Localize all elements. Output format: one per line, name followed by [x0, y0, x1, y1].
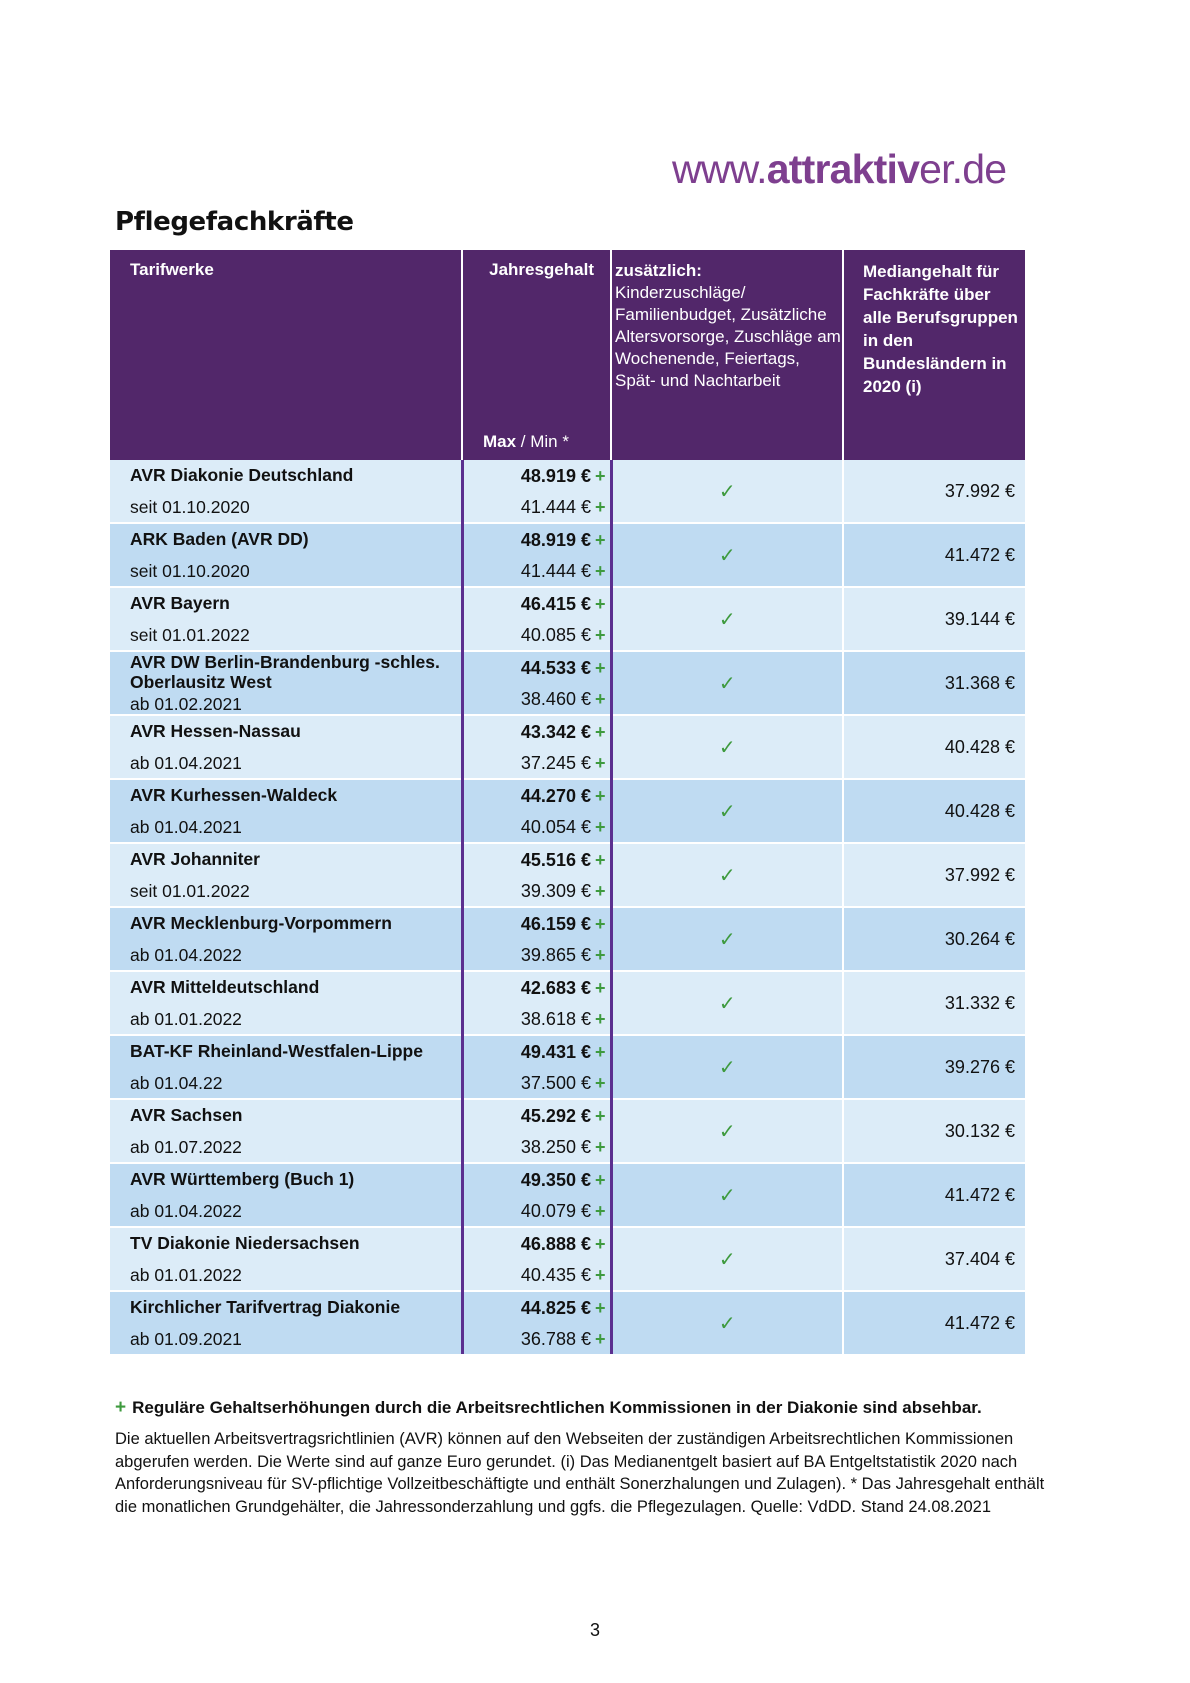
salary-cell [462, 971, 611, 1035]
header-jahresgehalt [462, 250, 611, 460]
tarif-name: AVR Sachsen [130, 1105, 243, 1125]
tarif-date: ab 01.04.2022 [130, 945, 242, 965]
table-row [110, 587, 1025, 651]
plus-icon: + [594, 977, 606, 998]
extras-cell [611, 1163, 843, 1227]
salary-max [464, 466, 606, 486]
salary-max-value: 44.270 € [520, 785, 591, 806]
tarif-name: AVR Mecklenburg-Vorpommern [130, 913, 392, 933]
table-row [110, 523, 1025, 587]
extras-cell [611, 460, 843, 523]
footnote: Die aktuellen Arbeitsvertragsrichtlinien (AVR) können auf den Webseiten der zuständigen Arbeitsrechtlichen Kommissionen abgerufen werden. Die Werte sind auf ganze Euro gerundet. (i) Das Medianentgelt basiert auf BA Entgeltstatistik 2020 nach Anforderungsniveau für SV-pflichtige Vollzeitbeschäftigte und enthält Sonerzhalungen und Zulagen). * Das Jahresgehalt enthält die monatlichen Grundgehälter, die Jahressonderzahlung und ggfs. die Pflegezulagen. Quelle: VdDD. Stand 24.08.2021 [115, 1430, 1045, 1516]
table-row [110, 907, 1025, 971]
plus-icon: + [594, 816, 606, 837]
median-salary: 39.144 € [843, 587, 1025, 651]
median-salary: 37.992 € [843, 460, 1025, 523]
tarif-date: ab 01.02.2021 [130, 694, 242, 714]
extras-cell [611, 1227, 843, 1291]
salary-max [464, 1042, 606, 1062]
page-number: 3 [589, 1620, 600, 1640]
checkmark-icon: ✓ [718, 992, 736, 1015]
table-row [110, 1035, 1025, 1099]
extras-cell [611, 1035, 843, 1099]
median-salary: 31.332 € [843, 971, 1025, 1035]
median-salary: 39.276 € [843, 1035, 1025, 1099]
tarif-cell [110, 1099, 462, 1163]
extras-cell [611, 843, 843, 907]
tarif-cell [110, 460, 462, 523]
extras-cell [611, 587, 843, 651]
table-row [110, 1099, 1025, 1163]
tarif-date: ab 01.01.2022 [130, 1265, 242, 1285]
tarif-cell [110, 651, 462, 715]
header-zusaetzlich [611, 250, 843, 460]
tarif-cell [110, 971, 462, 1035]
tarif-cell [110, 779, 462, 843]
tarif-date: seit 01.01.2022 [130, 881, 250, 901]
salary-min-value: 40.085 € [520, 624, 591, 645]
tarif-date: ab 01.04.2022 [130, 1201, 242, 1221]
tarif-cell [110, 1227, 462, 1291]
plus-icon: + [594, 624, 606, 645]
salary-cell [462, 587, 611, 651]
logo-brand: attraktiv [766, 146, 920, 192]
salary-max [464, 1298, 606, 1318]
tarif-date: seit 01.01.2022 [130, 625, 250, 645]
salary-min-value: 40.079 € [520, 1200, 591, 1221]
table-header-row [110, 250, 1025, 460]
plus-icon: + [594, 560, 606, 581]
salary-cell [462, 1227, 611, 1291]
plus-icon: + [594, 1200, 606, 1221]
plus-icon: + [594, 944, 606, 965]
plus-icon: + [594, 785, 606, 806]
checkmark-icon: ✓ [718, 1056, 736, 1079]
extras-cell [611, 779, 843, 843]
salary-min-value: 40.054 € [520, 816, 591, 837]
header-min-label: / Min * [516, 432, 569, 451]
tarif-cell [110, 587, 462, 651]
plus-icon: + [115, 1397, 127, 1418]
plus-icon: + [594, 752, 606, 773]
salary-max-value: 46.159 € [520, 913, 591, 934]
plus-icon: + [594, 688, 606, 709]
tarif-name: AVR Diakonie Deutschland [130, 465, 354, 485]
header-jahresgehalt-label: Jahresgehalt [489, 260, 594, 279]
salary-min [464, 881, 606, 901]
extras-cell [611, 1099, 843, 1163]
salary-min-value: 37.500 € [520, 1072, 591, 1093]
plus-icon: + [594, 1041, 606, 1062]
header-zusaetzlich-title: zusätzlich: [615, 261, 702, 280]
salary-cell [462, 1035, 611, 1099]
table-row [110, 843, 1025, 907]
extras-cell [611, 907, 843, 971]
salary-min [464, 817, 606, 837]
median-salary: 31.368 € [843, 651, 1025, 715]
salary-max [464, 658, 606, 678]
plus-icon: + [594, 1136, 606, 1157]
tarif-date: ab 01.04.2021 [130, 753, 242, 773]
checkmark-icon: ✓ [718, 1248, 736, 1271]
tarif-name: BAT-KF Rheinland-Westfalen-Lippe [130, 1041, 423, 1061]
tarif-name: AVR Bayern [130, 593, 230, 613]
tarif-date: ab 01.07.2022 [130, 1137, 242, 1157]
plus-icon: + [594, 1264, 606, 1285]
extras-cell [611, 1291, 843, 1354]
salary-min [464, 1201, 606, 1221]
header-max-label: Max [483, 432, 517, 451]
salary-table [110, 250, 1025, 1354]
salary-max [464, 978, 606, 998]
checkmark-icon: ✓ [718, 928, 736, 951]
tarif-name: AVR Hessen-Nassau [130, 721, 301, 741]
salary-cell [462, 843, 611, 907]
plus-icon: + [594, 880, 606, 901]
table-row [110, 651, 1025, 715]
tarif-name: TV Diakonie Niedersachsen [130, 1233, 360, 1253]
salary-min-value: 39.309 € [520, 880, 591, 901]
salary-cell [462, 651, 611, 715]
checkmark-icon: ✓ [718, 864, 736, 887]
salary-min-value: 37.245 € [520, 752, 591, 773]
table-row [110, 1163, 1025, 1227]
salary-max [464, 786, 606, 806]
median-salary: 37.992 € [843, 843, 1025, 907]
salary-max-value: 48.919 € [520, 529, 591, 550]
tarif-cell [110, 843, 462, 907]
salary-cell [462, 907, 611, 971]
salary-max-value: 46.888 € [520, 1233, 591, 1254]
tarif-cell [110, 523, 462, 587]
salary-min [464, 1009, 606, 1029]
salary-max-value: 45.516 € [520, 849, 591, 870]
median-salary: 41.472 € [843, 523, 1025, 587]
header-tarifwerke [110, 250, 462, 460]
tarif-name: AVR Johanniter [130, 849, 260, 869]
tarif-name: ARK Baden (AVR DD) [130, 529, 309, 549]
salary-max-value: 43.342 € [520, 721, 591, 742]
plus-icon: + [594, 1072, 606, 1093]
logo-suffix: er.de [919, 146, 1007, 192]
tarif-cell [110, 1291, 462, 1354]
salary-min-value: 36.788 € [520, 1328, 591, 1349]
tarif-cell [110, 1163, 462, 1227]
table-row [110, 1227, 1025, 1291]
plus-icon: + [594, 1328, 606, 1349]
checkmark-icon: ✓ [718, 1120, 736, 1143]
salary-max [464, 850, 606, 870]
tarif-name: AVR DW Berlin-Brandenburg -schles. Oberlausitz West [130, 652, 440, 692]
tarif-date: ab 01.04.22 [130, 1073, 223, 1093]
plus-icon: + [594, 1105, 606, 1126]
header-zusaetzlich-text: Kinderzuschläge/ Familienbudget, Zusätzliche Altersvorsorge, Zuschläge am Wochenende, Feiertags, Spät- und Nachtarbeit [615, 283, 841, 390]
salary-min-value: 41.444 € [520, 560, 591, 581]
salary-max-value: 45.292 € [520, 1105, 591, 1126]
extras-cell [611, 715, 843, 779]
checkmark-icon: ✓ [718, 1184, 736, 1207]
salary-min [464, 497, 606, 517]
header-zusaetzlich-content [615, 260, 842, 392]
extras-cell [611, 971, 843, 1035]
salary-max-value: 48.919 € [520, 465, 591, 486]
salary-min [464, 1137, 606, 1157]
tarif-date: ab 01.04.2021 [130, 817, 242, 837]
salary-max [464, 1106, 606, 1126]
salary-min [464, 561, 606, 581]
salary-min [464, 1073, 606, 1093]
header-max-min [483, 432, 569, 452]
salary-max [464, 594, 606, 614]
tarif-date: ab 01.01.2022 [130, 1009, 242, 1029]
salary-increase-note [115, 1397, 982, 1419]
salary-min-value: 38.460 € [520, 688, 591, 709]
table-body [110, 460, 1025, 1354]
salary-min-value: 38.250 € [520, 1136, 591, 1157]
median-salary: 40.428 € [843, 715, 1025, 779]
tarif-name: AVR Württemberg (Buch 1) [130, 1169, 355, 1189]
salary-max [464, 1170, 606, 1190]
logo-prefix: www. [672, 146, 767, 192]
tarif-name: Kirchlicher Tarifvertrag Diakonie [130, 1297, 401, 1317]
site-logo [672, 146, 1006, 193]
checkmark-icon: ✓ [718, 608, 736, 631]
extras-cell [611, 523, 843, 587]
salary-max-value: 44.533 € [520, 657, 591, 678]
salary-cell [462, 1163, 611, 1227]
plus-icon: + [594, 1008, 606, 1029]
tarif-date: ab 01.09.2021 [130, 1329, 242, 1349]
median-salary: 40.428 € [843, 779, 1025, 843]
salary-max-value: 49.350 € [520, 1169, 591, 1190]
salary-max-value: 42.683 € [520, 977, 591, 998]
median-salary: 37.404 € [843, 1227, 1025, 1291]
plus-icon: + [594, 1297, 606, 1318]
plus-icon: + [594, 496, 606, 517]
salary-cell [462, 460, 611, 523]
plus-icon: + [594, 1169, 606, 1190]
salary-cell [462, 1099, 611, 1163]
salary-max-value: 46.415 € [520, 593, 591, 614]
tarif-date: seit 01.10.2020 [130, 497, 250, 517]
salary-max [464, 722, 606, 742]
tarif-cell [110, 907, 462, 971]
tarif-date: seit 01.10.2020 [130, 561, 250, 581]
salary-cell [462, 715, 611, 779]
salary-min [464, 625, 606, 645]
header-median [843, 250, 1025, 460]
table-row [110, 971, 1025, 1035]
median-salary: 41.472 € [843, 1291, 1025, 1354]
tarif-name: AVR Kurhessen-Waldeck [130, 785, 338, 805]
plus-icon: + [594, 849, 606, 870]
salary-increase-text: Reguläre Gehaltserhöhungen durch die Arbeitsrechtlichen Kommissionen in der Diakonie sind absehbar. [132, 1398, 982, 1417]
checkmark-icon: ✓ [718, 480, 736, 503]
page-title: Pflegefachkräfte [115, 207, 354, 237]
salary-max [464, 1234, 606, 1254]
salary-min [464, 945, 606, 965]
salary-min [464, 1329, 606, 1349]
checkmark-icon: ✓ [718, 800, 736, 823]
salary-max-value: 44.825 € [520, 1297, 591, 1318]
tarif-cell [110, 1035, 462, 1099]
plus-icon: + [594, 465, 606, 486]
salary-min [464, 1265, 606, 1285]
salary-min-value: 39.865 € [520, 944, 591, 965]
salary-cell [462, 1291, 611, 1354]
median-salary: 30.264 € [843, 907, 1025, 971]
table-row [110, 779, 1025, 843]
salary-max-value: 49.431 € [520, 1041, 591, 1062]
plus-icon: + [594, 721, 606, 742]
checkmark-icon: ✓ [718, 672, 736, 695]
salary-min-value: 38.618 € [520, 1008, 591, 1029]
median-salary: 30.132 € [843, 1099, 1025, 1163]
tarif-name: AVR Mitteldeutschland [130, 977, 320, 997]
plus-icon: + [594, 593, 606, 614]
table-row [110, 460, 1025, 523]
salary-cell [462, 523, 611, 587]
salary-min [464, 753, 606, 773]
salary-max [464, 914, 606, 934]
table-row [110, 1291, 1025, 1354]
salary-min [464, 689, 606, 709]
tarif-cell [110, 715, 462, 779]
plus-icon: + [594, 529, 606, 550]
extras-cell [611, 651, 843, 715]
plus-icon: + [594, 913, 606, 934]
table-row [110, 715, 1025, 779]
salary-cell [462, 779, 611, 843]
plus-icon: + [594, 1233, 606, 1254]
plus-icon: + [594, 657, 606, 678]
salary-max [464, 530, 606, 550]
header-median-label: Mediangehalt für Fachkräfte über alle Berufsgruppen in den Bundesländern in 2020 (i) [863, 262, 1018, 396]
median-salary: 41.472 € [843, 1163, 1025, 1227]
salary-min-value: 41.444 € [520, 496, 591, 517]
checkmark-icon: ✓ [718, 1312, 736, 1335]
checkmark-icon: ✓ [718, 736, 736, 759]
header-tarifwerke-label: Tarifwerke [130, 260, 214, 279]
salary-min-value: 40.435 € [520, 1264, 591, 1285]
checkmark-icon: ✓ [718, 544, 736, 567]
